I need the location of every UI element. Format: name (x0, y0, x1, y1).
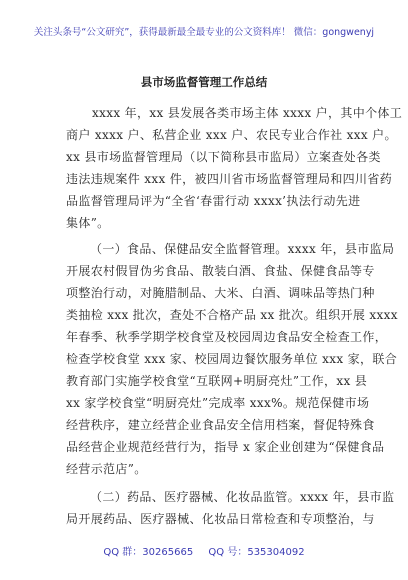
body-line: （二）药品、医疗器械、化妆品监管。xxxx 年，县市监 (90, 490, 395, 504)
body-line: （一）食品、保健品安全监督管理。xxxx 年，县市监局 (90, 242, 395, 256)
body-line: 检查学校食堂 xxx 家、校园周边餐饮服务单位 xxx 家，联合 (66, 352, 398, 366)
body-line: 类抽检 xxx 批次，查处不合格产品 xx 批次。组织开展 xxxx (66, 308, 398, 322)
body-line: 品经营企业规范经营行为，指导 x 家企业创建为“保健食品 (66, 440, 385, 454)
body-line: 项整治行动，对腌腊制品、大米、白酒、调味品等热门种 (66, 286, 375, 300)
footer-qq-group: QQ 群：30265665 (103, 547, 194, 558)
body-line: 年春季、秋季学期学校食堂及校园周边食品安全检查工作， (66, 330, 388, 344)
header-banner: 关注头条号“公文研究”，获得最新最全最专业的公文资料库！ 微信：gongwenyj (33, 27, 375, 38)
body-line: 局开展药品、医疗器械、化妆品日常检查和专项整治，与 (66, 512, 375, 526)
body-line: xxxx 年，xx 县发展各类市场主体 xxxx 户，其中个体工 (92, 106, 403, 120)
body-line: 经营示范店”。 (66, 462, 147, 476)
body-line: 商户 xxxx 户、私营企业 xxx 户、农民专业合作社 xxx 户。 (66, 128, 397, 142)
body-line: 品监督管理局评为“全省‘春雷行动 xxxx’执法行动先进 (66, 194, 361, 208)
footer-qq-number: QQ 号：535304092 (208, 547, 305, 558)
document-title: 县市场监督管理工作总结 (140, 75, 268, 89)
body-line: 教育部门实施学校食堂“互联网+明厨亮灶”工作，xx 县 (66, 374, 368, 388)
body-line: 违法违规案件 xxx 件，被四川省市场监督管理局和四川省药 (66, 172, 393, 186)
body-line: xx 家学校食堂“明厨亮灶”完成率 xxx%。规范保健市场 (66, 396, 370, 410)
body-line: 经营秩序，建立经营企业食品安全信用档案，督促特殊食 (66, 418, 375, 432)
footer-contact (0, 543, 408, 558)
body-line: 开展农村假冒伪劣食品、散装白酒、食盐、保健食品等专 (66, 264, 375, 278)
body-line: xx 县市场监督管理局（以下简称县市监局）立案查处各类 (66, 150, 381, 164)
body-line: 集体”。 (66, 216, 110, 230)
